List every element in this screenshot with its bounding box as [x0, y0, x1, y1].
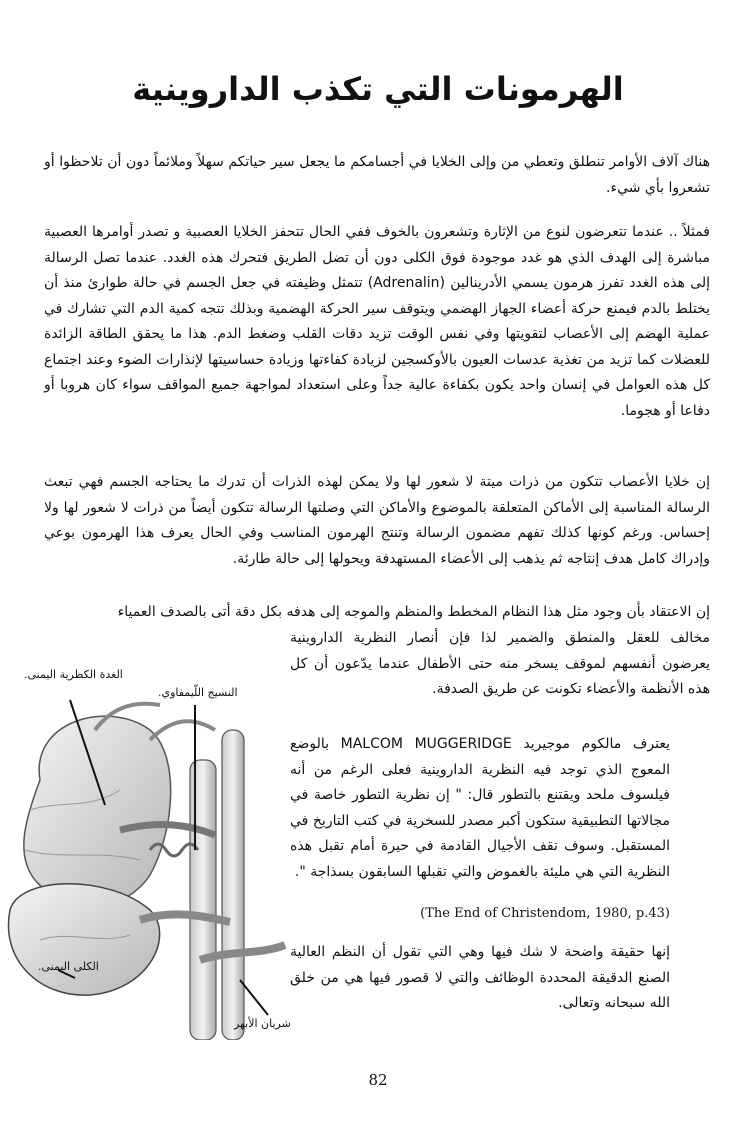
label-lymph-tissue: النسيج اللّيمفاوي.: [158, 686, 238, 699]
paragraph-adrenalin: فمثلاً .. عندما تتعرضون لنوع من الإثارة وتشعرون بالخوف ففي الحال تتحفز الخلايا العصبية و تصدر أوامرها العصبية مباشرة إلى الهدف الذي هو غدد موجودة فوق الكلى دون أن تضل الطريق فتحرك هذه الغدد. عندما تصل الرسالة إلى هذه الغدد تفرز هرمون يسمي الأدرينالين (Adrenalin) تتمثل وظيفته في جعل الجسم في حالة طوارئ منذ أن يختلط بالدم فيمنع حركة أعضاء الجهاز الهضمي ويتوقف سير الحركة الهضمية وبذلك تتجه كمية الدم التي تشارك في عملية الهضم إلى الأعصاب لتقويتها وفي نفس الوقت تزيد دقات القلب وضغط الدم. هذا ما يحقق الطاقة الزائدة للعضلات كما تزيد من تغذية عدسات العيون بالأوكسجين لزيادة كفاءتها وزيادة حساسيتها لإنذارات الضوء وعند اجتماع كل هذه العوامل في إنسان واحد يكون بكفاءة عالية جداً وعلى استعداد لمواجهة جميع المواقف سواء كان هروبا أو دفاعا أو هجوما.: [44, 224, 710, 419]
label-kidney: الكلى اليمنى.: [38, 960, 99, 973]
paragraph-muggeridge-quote: يعترف مالكوم موجيريد MALCOM MUGGERIDGE بالوضع المعوج الذي توجد فيه النظرية الداروينية فعلى الرغم من أنه فيلسوف ملحد ويقتنع بالتطور قال: " إن نظرية التطور خاصة في مجالاتها التطبيقية ستكون أكبر مصدر للسخرية في كتب التاريخ في المستقبل. وسوف تقف الأجيال القادمة في حيرة أمام تقبل هذه النظرية التي هي مليئة بالغموض والتي تقبلها السابقون بسذاجة ".: [290, 736, 670, 880]
page-title: الهرمونات التي تكذب الداروينية: [132, 70, 624, 108]
paragraph-nerve-cells: إن خلايا الأعصاب تتكون من ذرات ميتة لا شعور لها ولا يمكن لهذه الذرات أن تدرك ما يحتاجه الجسم فهي تبعث الرسالة المناسبة إلى الأماكن المتعلقة بالموضوع والأماكن التي وصلتها الرسالة تتكون أيضاً من ذرات لا شعور لها ولا إحساس. ورغم كونها كذلك تفهم مضمون الرسالة وتنتج الهرمون المناسب وفي الحال يعرف هذا الهرمون بوعي وإدراك كامل هدف إنتاجه ثم يذهب إلى الأعضاء المستهدفة ويحولها إلى حالة طارئة.: [44, 474, 710, 567]
paragraph-intro: هناك آلاف الأوامر تنطلق وتعطي من وإلى الخلايا في أجسامكم ما يجعل سير حياتكم سهلاً وملائماً دون أن تلاحظوا أو تشعروا بأي شيء.: [44, 154, 710, 196]
page-number: 82: [368, 1071, 388, 1089]
quote-reference: (The End of Christendom, 1980, p.43): [420, 906, 670, 921]
label-adrenal-gland: الغدة الكظرية اليمنى.: [24, 668, 123, 681]
vein-shape: [190, 760, 216, 1040]
adrenal-gland-shape: [24, 716, 171, 905]
anatomy-illustration: [0, 660, 300, 1040]
branch-vessel: [150, 721, 215, 740]
paragraph-belief-rest: مخالف للعقل والمنطق والضمير لذا فإن أنصار النظرية الداروينية يعرضون أنفسهم لموقف يسخر منه حتى الأطفال عندما يدّعون أن كل هذه الأنظمة والأعضاء تكونت عن طريق الصدفة.: [290, 630, 710, 697]
aorta-shape: [222, 730, 244, 1040]
kidney-shape: [8, 884, 159, 995]
label-aorta: شريان الأبهر: [234, 1017, 291, 1030]
paragraph-conclusion: إنها حقيقة واضحة لا شك فيها وهي التي تقول أن النظم العالية الصنع الدقيقة المحددة الوظائف والتي لا قصور فيها هي من خلق الله سبحانه وتعالى.: [290, 944, 670, 1011]
paragraph-belief-lead: إن الاعتقاد بأن وجود مثل هذا النظام المخطط والمنظم والموجه إلى هدفه بكل دقة أتى بالصدف العمياء: [117, 604, 710, 620]
